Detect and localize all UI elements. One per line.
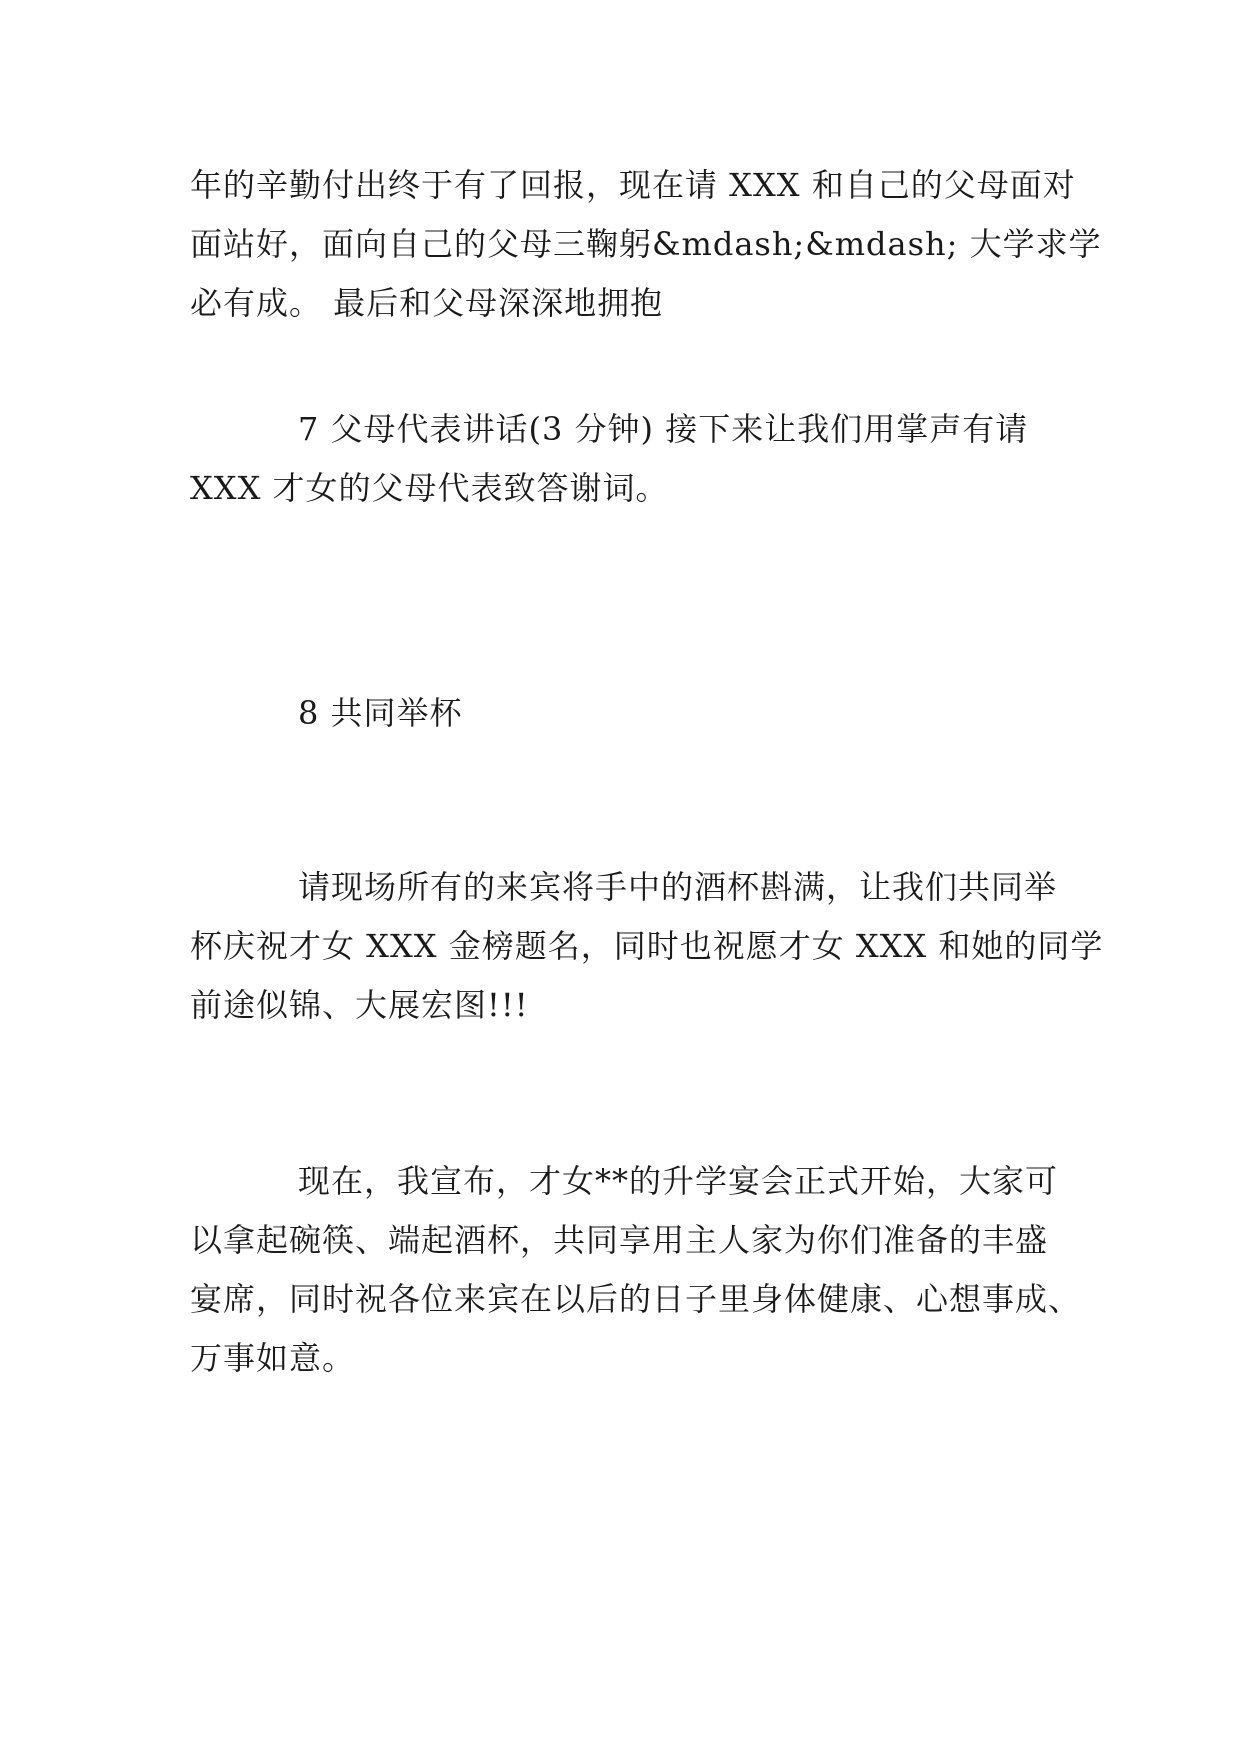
paragraph-line: 7 父母代表讲话(3 分钟) 接下来让我们用掌声有请	[298, 410, 1029, 448]
paragraph-parents-speech	[190, 400, 1060, 518]
paragraph-line: 面站好，面向自己的父母三鞠躬&mdash;&mdash; 大学求学	[190, 225, 1102, 263]
paragraph-line: 8 共同举杯	[298, 694, 463, 732]
paragraph-line: 请现场所有的来宾将手中的酒杯斟满，让我们共同举	[298, 868, 1058, 906]
paragraph-banquet-start	[190, 1152, 1082, 1388]
paragraph-line: XXX 才女的父母代表致答谢词。	[190, 469, 669, 507]
paragraph-bow-to-parents	[190, 156, 1102, 333]
paragraph-line: 杯庆祝才女 XXX 金榜题名，同时也祝愿才女 XXX 和她的同学	[190, 927, 1104, 965]
paragraph-line: 现在，我宣布，才女**的升学宴会正式开始，大家可	[298, 1162, 1059, 1200]
paragraph-line: 以拿起碗筷、端起酒杯，共同享用主人家为你们准备的丰盛	[190, 1221, 1049, 1259]
paragraph-line: 前途似锦、大展宏图!!!	[190, 986, 529, 1024]
paragraph-toast	[190, 858, 1104, 1035]
paragraph-line: 必有成。 最后和父母深深地拥抱	[190, 284, 664, 322]
paragraph-line: 宴席，同时祝各位来宾在以后的日子里身体健康、心想事成、	[190, 1280, 1082, 1318]
section-heading-toast	[190, 684, 1060, 743]
paragraph-line: 年的辛勤付出终于有了回报，现在请 XXX 和自己的父母面对	[190, 166, 1076, 204]
paragraph-line: 万事如意。	[190, 1339, 356, 1377]
